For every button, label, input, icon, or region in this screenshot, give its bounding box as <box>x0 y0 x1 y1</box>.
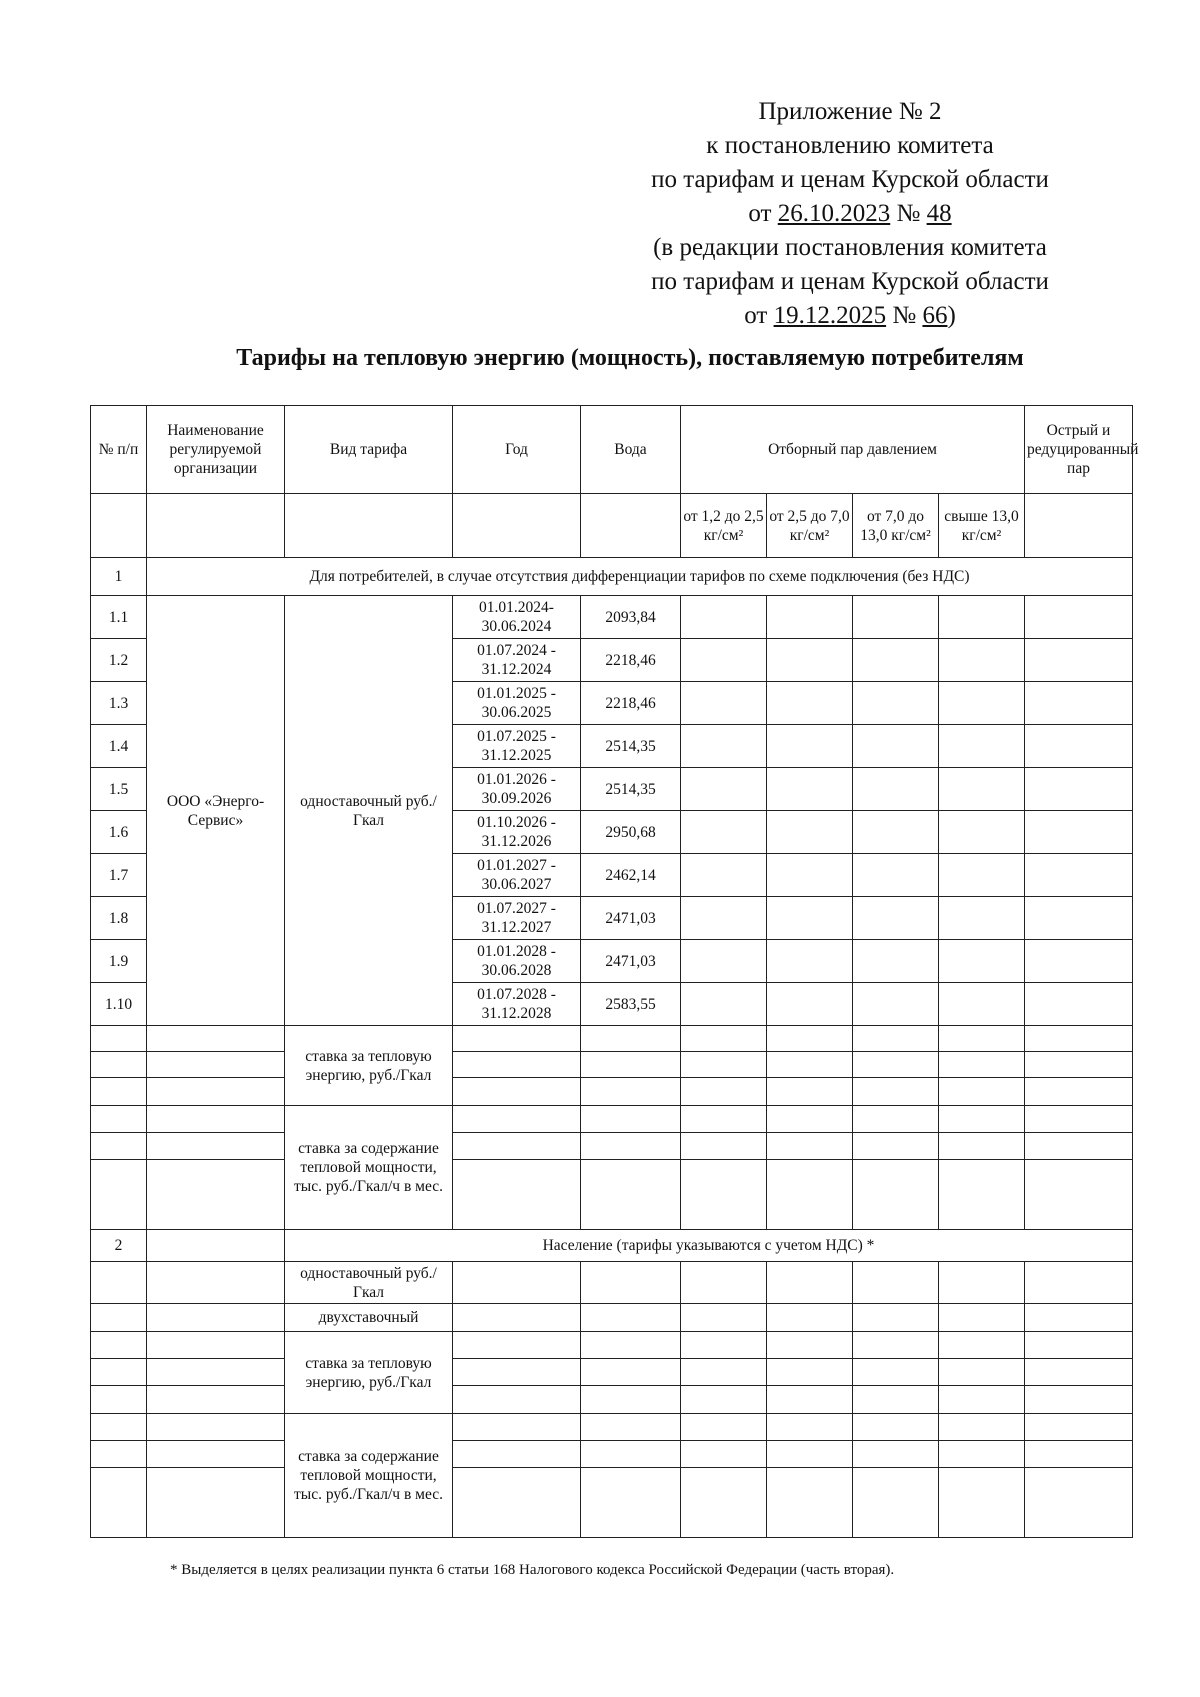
row-num: 1.9 <box>91 940 147 983</box>
empty-cell <box>147 1304 285 1332</box>
empty-cell <box>853 811 939 854</box>
section-2-label: Население (тарифы указываются с учетом НДС) * <box>285 1230 1133 1262</box>
header-num: № п/п <box>91 406 147 494</box>
two-rate-label: двухставочный <box>285 1304 453 1332</box>
period-cell: 01.01.2027 - 30.06.2027 <box>453 854 581 897</box>
empty-cell <box>853 1078 939 1106</box>
empty-cell <box>681 1359 767 1386</box>
header-pressure-3: от 7,0 до 13,0 кг/см² <box>853 494 939 558</box>
empty-cell <box>453 1386 581 1414</box>
empty-cell <box>767 639 853 682</box>
empty-cell <box>939 1262 1025 1304</box>
empty-cell <box>147 1386 285 1414</box>
section-2-num: 2 <box>91 1230 147 1262</box>
empty-cell <box>147 1359 285 1386</box>
empty-cell <box>581 1304 681 1332</box>
empty-cell <box>91 1386 147 1414</box>
empty-cell <box>453 1359 581 1386</box>
document-title: Тарифы на тепловую энергию (мощность), поставляемую потребителям <box>236 345 1024 371</box>
empty-cell <box>1025 811 1133 854</box>
row-num: 1.3 <box>91 682 147 725</box>
empty-cell <box>1025 940 1133 983</box>
empty-cell <box>853 725 939 768</box>
empty-cell <box>453 1332 581 1359</box>
empty-cell <box>767 596 853 639</box>
empty-cell <box>681 1414 767 1441</box>
header-line-7-no: № <box>886 302 923 329</box>
period-cell: 01.01.2026 - 30.09.2026 <box>453 768 581 811</box>
empty-cell <box>1025 1133 1133 1160</box>
empty-cell <box>681 1026 767 1052</box>
empty-cell <box>91 1468 147 1538</box>
empty-cell <box>453 1468 581 1538</box>
empty-cell <box>853 1133 939 1160</box>
empty-cell <box>91 1359 147 1386</box>
empty-cell <box>681 811 767 854</box>
empty-cell <box>767 682 853 725</box>
empty-cell <box>767 1304 853 1332</box>
empty-cell <box>767 854 853 897</box>
empty-cell <box>939 1414 1025 1441</box>
empty-cell <box>681 1133 767 1160</box>
empty-cell <box>939 897 1025 940</box>
empty-cell <box>581 1026 681 1052</box>
s2-rate-capacity-label: ставка за содержание тепловой мощности, тыс. руб./Гкал/ч в мес. <box>285 1414 453 1538</box>
header-line-7 <box>600 299 1100 333</box>
header-steam: Отборный пар давлением <box>681 406 1025 494</box>
water-tariff-value: 2583,55 <box>581 983 681 1026</box>
period-cell: 01.01.2024-30.06.2024 <box>453 596 581 639</box>
empty-cell <box>581 1414 681 1441</box>
empty-cell <box>147 1468 285 1538</box>
water-tariff-value: 2218,46 <box>581 682 681 725</box>
header-pressure-1: от 1,2 до 2,5 кг/см² <box>681 494 767 558</box>
water-tariff-value: 2462,14 <box>581 854 681 897</box>
water-tariff-value: 2218,46 <box>581 639 681 682</box>
empty-cell <box>147 1332 285 1359</box>
empty-cell <box>853 596 939 639</box>
appendix-header <box>600 95 1100 333</box>
water-tariff-value: 2514,35 <box>581 768 681 811</box>
empty-cell <box>853 639 939 682</box>
section-1-label: Для потребителей, в случае отсутствия дифференциации тарифов по схеме подключения (без НДС) <box>147 558 1133 596</box>
empty-cell <box>1025 1160 1133 1230</box>
empty-cell <box>453 1304 581 1332</box>
row-num: 1.1 <box>91 596 147 639</box>
empty-cell <box>939 1304 1025 1332</box>
empty-cell <box>91 1078 147 1106</box>
empty-cell <box>767 1359 853 1386</box>
empty-cell <box>91 494 147 558</box>
amendment-date: 19.12.2025 <box>773 302 887 329</box>
empty-cell <box>853 1414 939 1441</box>
empty-cell <box>453 1441 581 1468</box>
empty-cell <box>939 1078 1025 1106</box>
water-tariff-value: 2471,03 <box>581 897 681 940</box>
empty-cell <box>853 897 939 940</box>
period-cell: 01.10.2026 - 31.12.2026 <box>453 811 581 854</box>
empty-cell <box>581 1078 681 1106</box>
empty-cell <box>767 983 853 1026</box>
empty-cell <box>853 854 939 897</box>
empty-cell <box>681 983 767 1026</box>
empty-cell <box>939 1026 1025 1052</box>
empty-cell <box>681 897 767 940</box>
header-org: Наименование регулируемой организации <box>147 406 285 494</box>
empty-cell <box>767 1052 853 1078</box>
organization-name: ООО «Энерго-Сервис» <box>147 596 285 1026</box>
empty-cell <box>681 639 767 682</box>
empty-cell <box>853 1160 939 1230</box>
empty-cell <box>853 1106 939 1133</box>
header-year: Год <box>453 406 581 494</box>
row-num: 1.2 <box>91 639 147 682</box>
empty-cell <box>1025 1468 1133 1538</box>
empty-cell <box>681 1441 767 1468</box>
empty-cell <box>581 1386 681 1414</box>
water-tariff-value: 2514,35 <box>581 725 681 768</box>
empty-cell <box>147 1414 285 1441</box>
period-cell: 01.01.2028 - 30.06.2028 <box>453 940 581 983</box>
empty-cell <box>767 1106 853 1133</box>
empty-cell <box>147 1262 285 1304</box>
section-1-num: 1 <box>91 558 147 596</box>
header-line-2: к постановлению комитета <box>706 132 994 159</box>
empty-cell <box>853 983 939 1026</box>
empty-cell <box>681 940 767 983</box>
empty-cell <box>853 940 939 983</box>
empty-cell <box>453 1026 581 1052</box>
empty-cell <box>147 1441 285 1468</box>
empty-cell <box>453 1414 581 1441</box>
empty-cell <box>939 1106 1025 1133</box>
period-cell: 01.07.2028 - 31.12.2028 <box>453 983 581 1026</box>
empty-cell <box>939 983 1025 1026</box>
empty-cell <box>453 494 581 558</box>
empty-cell <box>853 1304 939 1332</box>
header-pressure-2: от 2,5 до 7,0 кг/см² <box>767 494 853 558</box>
empty-cell <box>91 1133 147 1160</box>
empty-cell <box>147 1133 285 1160</box>
empty-cell <box>767 897 853 940</box>
empty-cell <box>853 1441 939 1468</box>
empty-cell <box>939 1133 1025 1160</box>
header-line-4-prefix: от <box>748 200 778 227</box>
empty-cell <box>147 1026 285 1052</box>
footnote: * Выделяется в целях реализации пункта 6 статьи 168 Налогового кодекса Российской Федерации (часть вторая). <box>170 1562 895 1578</box>
empty-cell <box>853 1468 939 1538</box>
empty-cell <box>581 1160 681 1230</box>
decree-date: 26.10.2023 <box>777 200 891 227</box>
period-cell: 01.07.2025 - 31.12.2025 <box>453 725 581 768</box>
header-tariff-type: Вид тарифа <box>285 406 453 494</box>
empty-cell <box>453 1078 581 1106</box>
empty-cell <box>581 1262 681 1304</box>
empty-cell <box>581 1052 681 1078</box>
rate-capacity-label: ставка за содержание тепловой мощности, тыс. руб./Гкал/ч в мес. <box>285 1106 453 1230</box>
empty-cell <box>853 1052 939 1078</box>
empty-cell <box>767 1332 853 1359</box>
empty-cell <box>581 1441 681 1468</box>
header-line-7-prefix: от <box>744 302 774 329</box>
empty-cell <box>681 725 767 768</box>
empty-cell <box>147 494 285 558</box>
tariff-type: одноставочный руб./Гкал <box>285 596 453 1026</box>
empty-cell <box>939 1160 1025 1230</box>
table-row <box>91 596 1133 639</box>
empty-cell <box>939 1052 1025 1078</box>
empty-cell <box>681 1332 767 1359</box>
empty-cell <box>681 1468 767 1538</box>
row-num: 1.7 <box>91 854 147 897</box>
empty-cell <box>1025 596 1133 639</box>
empty-cell <box>767 1414 853 1441</box>
header-line-4 <box>600 197 1100 231</box>
empty-cell <box>1025 1052 1133 1078</box>
period-cell: 01.01.2025 - 30.06.2025 <box>453 682 581 725</box>
empty-cell <box>939 596 1025 639</box>
empty-cell <box>681 1386 767 1414</box>
empty-cell <box>1025 725 1133 768</box>
empty-cell <box>147 1078 285 1106</box>
empty-cell <box>939 682 1025 725</box>
empty-cell <box>681 1078 767 1106</box>
empty-cell <box>853 768 939 811</box>
empty-cell <box>147 1106 285 1133</box>
empty-cell <box>939 639 1025 682</box>
one-rate-label: одноставочный руб./Гкал <box>285 1262 453 1304</box>
empty-cell <box>681 1304 767 1332</box>
empty-cell <box>91 1106 147 1133</box>
empty-cell <box>1025 768 1133 811</box>
empty-cell <box>147 1160 285 1230</box>
header-line-1: Приложение № 2 <box>758 98 942 125</box>
empty-cell <box>1025 1304 1133 1332</box>
empty-cell <box>681 1052 767 1078</box>
empty-cell <box>767 940 853 983</box>
empty-cell <box>91 1332 147 1359</box>
amendment-number: 66 <box>922 302 948 329</box>
decree-number: 48 <box>926 200 952 227</box>
empty-cell <box>1025 1106 1133 1133</box>
empty-cell <box>853 1026 939 1052</box>
empty-cell <box>939 1441 1025 1468</box>
row-num: 1.5 <box>91 768 147 811</box>
empty-cell <box>939 1359 1025 1386</box>
header-sharp-steam: Острый и редуцированный пар <box>1025 406 1133 494</box>
empty-cell <box>1025 1026 1133 1052</box>
empty-cell <box>1025 1262 1133 1304</box>
empty-cell <box>767 1133 853 1160</box>
empty-cell <box>581 1332 681 1359</box>
empty-cell <box>681 682 767 725</box>
header-pressure-4: свыше 13,0 кг/см² <box>939 494 1025 558</box>
empty-cell <box>853 1262 939 1304</box>
empty-cell <box>767 1026 853 1052</box>
empty-cell <box>767 1160 853 1230</box>
empty-cell <box>285 494 453 558</box>
empty-cell <box>1025 897 1133 940</box>
empty-cell <box>681 854 767 897</box>
header-line-5: (в редакции постановления комитета <box>653 234 1047 261</box>
empty-cell <box>1025 983 1133 1026</box>
empty-cell <box>581 1133 681 1160</box>
empty-cell <box>767 811 853 854</box>
empty-cell <box>1025 1359 1133 1386</box>
row-num: 1.8 <box>91 897 147 940</box>
empty-cell <box>581 494 681 558</box>
empty-cell <box>853 1332 939 1359</box>
empty-cell <box>91 1262 147 1304</box>
empty-cell <box>91 1304 147 1332</box>
water-tariff-value: 2093,84 <box>581 596 681 639</box>
empty-cell <box>147 1052 285 1078</box>
empty-cell <box>91 1414 147 1441</box>
empty-cell <box>853 1359 939 1386</box>
empty-cell <box>767 1078 853 1106</box>
empty-cell <box>581 1106 681 1133</box>
empty-cell <box>1025 1332 1133 1359</box>
header-line-6: по тарифам и ценам Курской области <box>651 268 1049 295</box>
period-cell: 01.07.2027 - 31.12.2027 <box>453 897 581 940</box>
empty-cell <box>453 1106 581 1133</box>
row-num: 1.10 <box>91 983 147 1026</box>
empty-cell <box>91 1052 147 1078</box>
empty-cell <box>453 1052 581 1078</box>
row-num: 1.6 <box>91 811 147 854</box>
empty-cell <box>581 1468 681 1538</box>
empty-cell <box>767 1386 853 1414</box>
empty-cell <box>1025 1441 1133 1468</box>
empty-cell <box>939 725 1025 768</box>
empty-cell <box>767 725 853 768</box>
empty-cell <box>91 1026 147 1052</box>
empty-cell <box>681 1160 767 1230</box>
water-tariff-value: 2950,68 <box>581 811 681 854</box>
empty-cell <box>853 682 939 725</box>
empty-cell <box>681 1106 767 1133</box>
empty-cell <box>681 1262 767 1304</box>
header-line-3: по тарифам и ценам Курской области <box>651 166 1049 193</box>
empty-cell <box>767 768 853 811</box>
empty-cell <box>939 1468 1025 1538</box>
empty-cell <box>939 768 1025 811</box>
tariff-table <box>90 405 1139 1538</box>
header-line-7-suffix: ) <box>947 302 956 329</box>
empty-cell <box>453 1133 581 1160</box>
empty-cell <box>453 1262 581 1304</box>
empty-cell <box>1025 1386 1133 1414</box>
rate-energy-label: ставка за тепловую энергию, руб./Гкал <box>285 1026 453 1106</box>
empty-cell <box>1025 682 1133 725</box>
row-num: 1.4 <box>91 725 147 768</box>
empty-cell <box>767 1441 853 1468</box>
empty-cell <box>767 1468 853 1538</box>
empty-cell <box>1025 1414 1133 1441</box>
empty-cell <box>939 1332 1025 1359</box>
empty-cell <box>767 1262 853 1304</box>
empty-cell <box>939 811 1025 854</box>
empty-cell <box>581 1359 681 1386</box>
empty-cell <box>91 1441 147 1468</box>
water-tariff-value: 2471,03 <box>581 940 681 983</box>
s2-rate-energy-label: ставка за тепловую энергию, руб./Гкал <box>285 1332 453 1414</box>
empty-cell <box>939 854 1025 897</box>
empty-cell <box>91 1160 147 1230</box>
empty-cell <box>939 940 1025 983</box>
empty-cell <box>1025 639 1133 682</box>
empty-cell <box>147 1230 285 1262</box>
empty-cell <box>453 1160 581 1230</box>
empty-cell <box>939 1386 1025 1414</box>
header-water: Вода <box>581 406 681 494</box>
empty-cell <box>681 768 767 811</box>
section-1-rows <box>91 596 1133 1026</box>
empty-cell <box>853 1386 939 1414</box>
period-cell: 01.07.2024 - 31.12.2024 <box>453 639 581 682</box>
empty-cell <box>1025 854 1133 897</box>
header-line-4-no: № <box>890 200 927 227</box>
empty-cell <box>1025 494 1133 558</box>
empty-cell <box>681 596 767 639</box>
empty-cell <box>1025 1078 1133 1106</box>
